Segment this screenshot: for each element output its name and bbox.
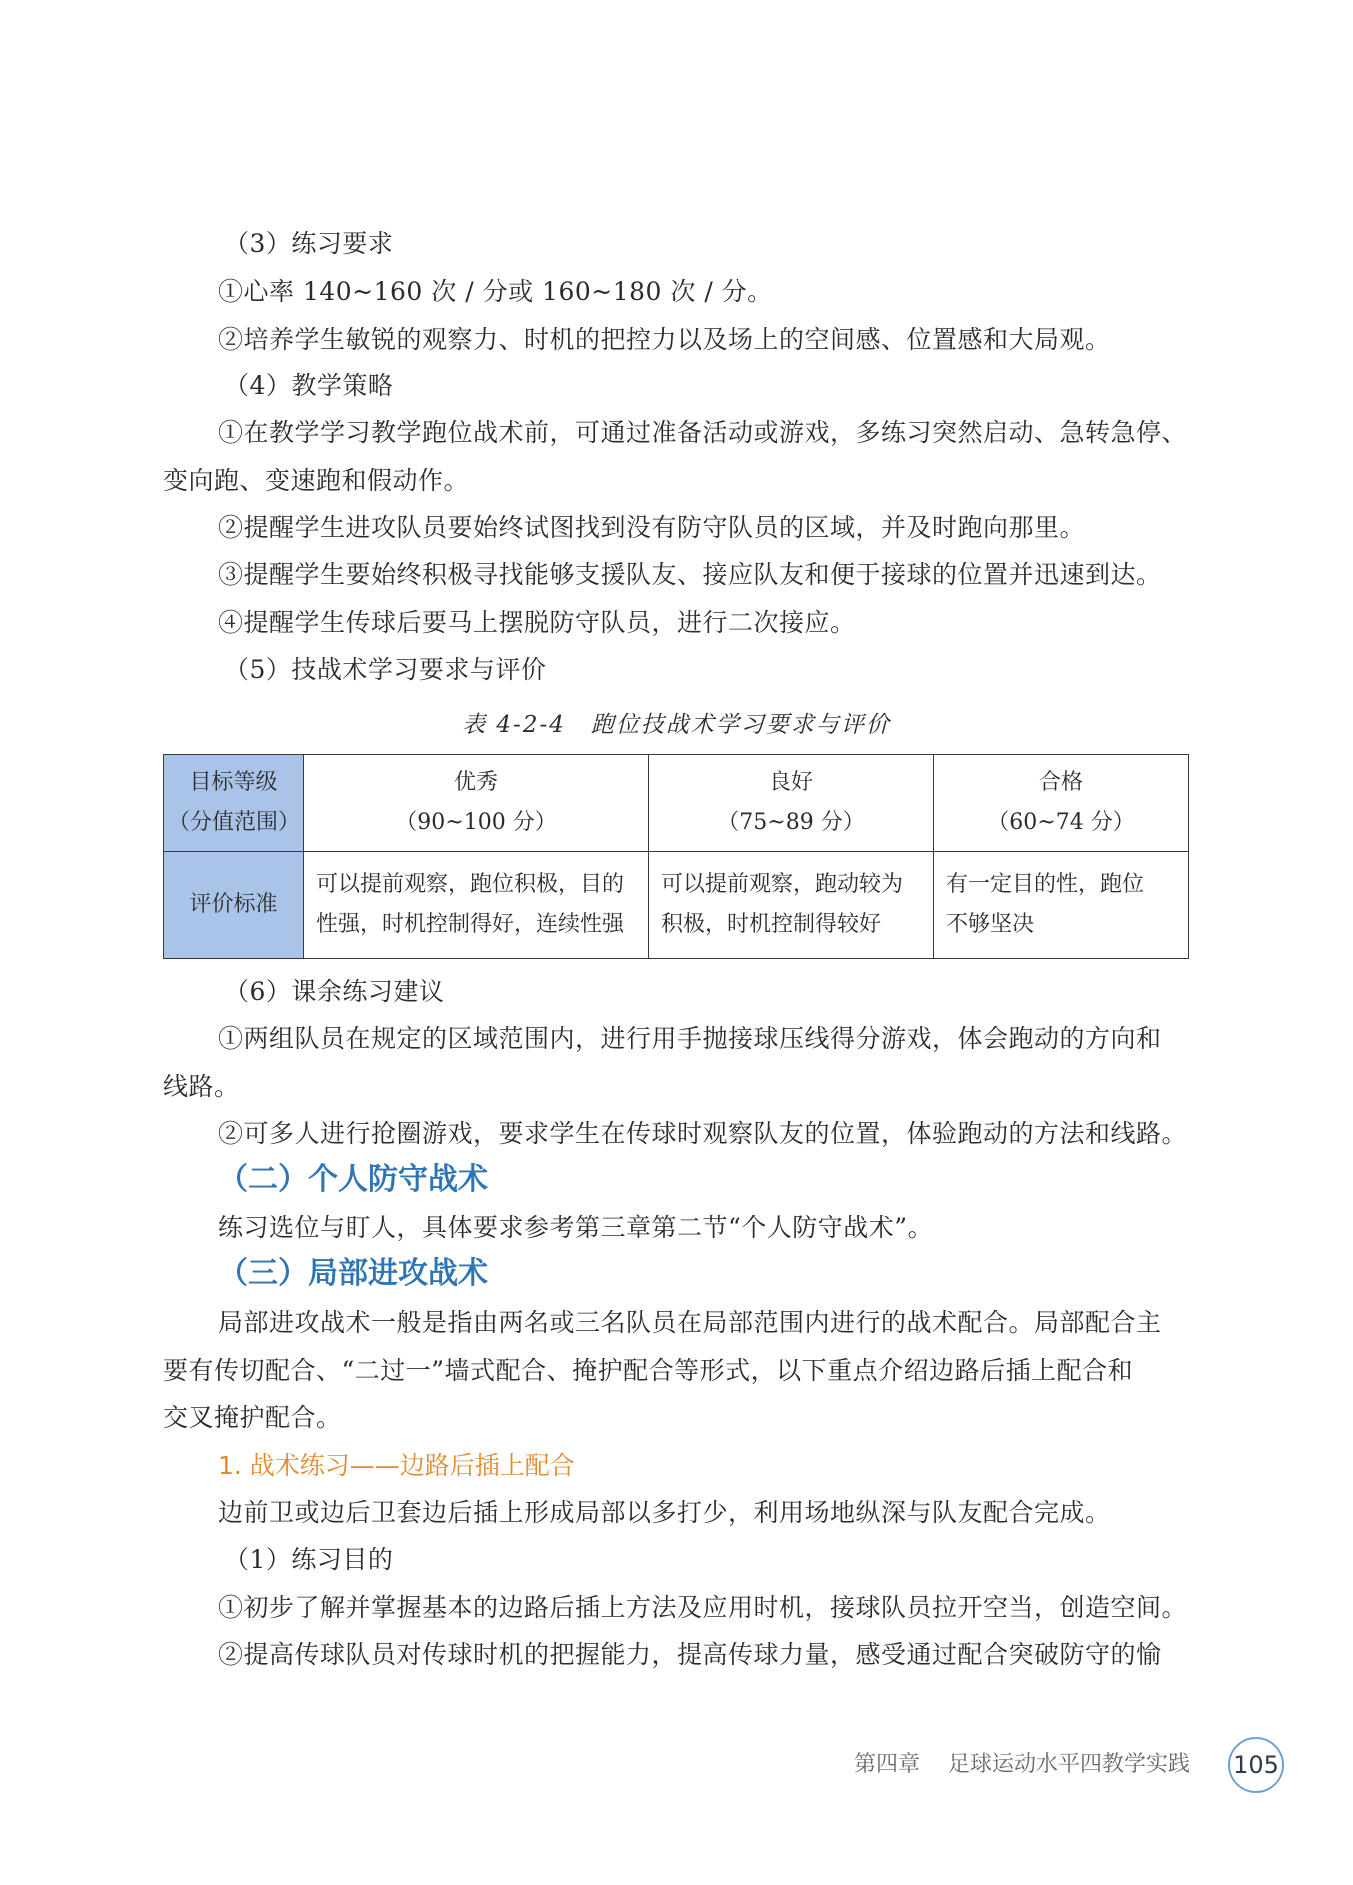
practice-item-1-line-1: ①两组队员在规定的区域范围内，进行用手抛接球压线得分游戏，体会跑动的方向和 [218,1024,1162,1053]
practice-item-2: ②可多人进行抢圈游戏，要求学生在传球时观察队友的位置，体验跑动的方法和线路。 [218,1119,1188,1148]
criteria-pass-line-1: 有一定目的性，跑位 [946,872,1145,897]
part-3-paragraph-line-3: 交叉掩护配合。 [163,1403,342,1432]
strategy-item-1-line-2: 变向跑、变速跑和假动作。 [163,466,470,495]
table-caption: 表 4-2-4 跑位技战术学习要求与评价 [462,712,891,738]
column-pass [934,755,1189,852]
strategy-item-3: ③提醒学生要始终积极寻找能够支援队友、接应队友和便于接球的位置并迅速到达。 [218,560,1162,589]
table-header-row [164,755,1189,852]
section-6-heading: （6）课余练习建议 [224,977,445,1006]
section-5-heading: （5）技战术学习要求与评价 [224,655,547,684]
column-pass-name: 合格 [1038,770,1083,795]
column-pass-range: （60~74 分） [987,810,1135,835]
criteria-good [649,852,934,959]
criteria-excellent-line-1: 可以提前观察，跑位积极，目的 [316,872,625,897]
evaluation-table [163,754,1189,959]
grade-level-label: 目标等级 [189,770,278,795]
column-excellent [304,755,649,852]
part-3-paragraph-line-1: 局部进攻战术一般是指由两名或三名队员在局部范围内进行的战术配合。局部配合主 [218,1308,1162,1337]
criteria-pass [934,852,1189,959]
criteria-excellent-line-2: 性强，时机控制得好，连续性强 [316,912,625,937]
strategy-item-2: ②提醒学生进攻队员要始终试图找到没有防守队员的区域，并及时跑向那里。 [218,513,1086,542]
strategy-item-4: ④提醒学生传球后要马上摆脱防守队员，进行二次接应。 [218,608,856,637]
part-2-title: （二）个人防守战术 [218,1162,488,1197]
section-3-heading: （3）练习要求 [224,229,394,258]
column-good-name: 良好 [768,770,813,795]
requirement-item-1: ①心率 140~160 次 / 分或 160~180 次 / 分。 [218,277,773,306]
goal-item-1: ①初步了解并掌握基本的边路后插上方法及应用时机，接球队员拉开空当，创造空间。 [218,1593,1188,1622]
column-excellent-name: 优秀 [453,770,498,795]
practice-item-1-line-2: 线路。 [163,1072,240,1101]
tactic-drill-text: 边前卫或边后卫套边后插上形成局部以多打少，利用场地纵深与队友配合完成。 [218,1498,1111,1527]
table-row [164,852,1189,959]
criteria-good-line-1: 可以提前观察，跑动较为 [661,872,904,897]
footer-chapter: 第四章 [853,1752,920,1777]
part-3-title: （三）局部进攻战术 [218,1256,488,1291]
tactic-drill-title: 1. 战术练习——边路后插上配合 [218,1451,575,1480]
column-good-range: （75~89 分） [717,810,865,835]
score-range-label: （分值范围） [168,810,301,835]
criteria-good-line-2: 积极，时机控制得较好 [661,912,882,937]
column-good [649,755,934,852]
requirement-item-2: ②培养学生敏锐的观察力、时机的把控力以及场上的空间感、位置感和大局观。 [218,325,1111,354]
goal-item-2: ②提高传球队员对传球时机的把握能力，提高传球力量，感受通过配合突破防守的愉 [218,1640,1162,1669]
page-number-badge: 105 [1228,1737,1284,1793]
section-4-heading: （4）教学策略 [224,371,394,400]
criteria-header: 评价标准 [164,852,304,959]
part-3-paragraph-line-2: 要有传切配合、“二过一”墙式配合、掩护配合等形式，以下重点介绍边路后插上配合和 [163,1356,1134,1385]
goal-heading: （1）练习目的 [224,1545,394,1574]
criteria-pass-line-2: 不够坚决 [946,912,1035,937]
footer-title: 足球运动水平四教学实践 [947,1752,1190,1777]
page-footer [854,1748,1190,1782]
criteria-excellent [304,852,649,959]
strategy-item-1-line-1: ①在教学学习教学跑位战术前，可通过准备活动或游戏，多练习突然启动、急转急停、 [218,418,1188,447]
part-2-text: 练习选位与盯人，具体要求参考第三章第二节“个人防守战术”。 [218,1213,934,1242]
grade-level-header [164,755,304,852]
column-excellent-range: （90~100 分） [395,810,557,835]
